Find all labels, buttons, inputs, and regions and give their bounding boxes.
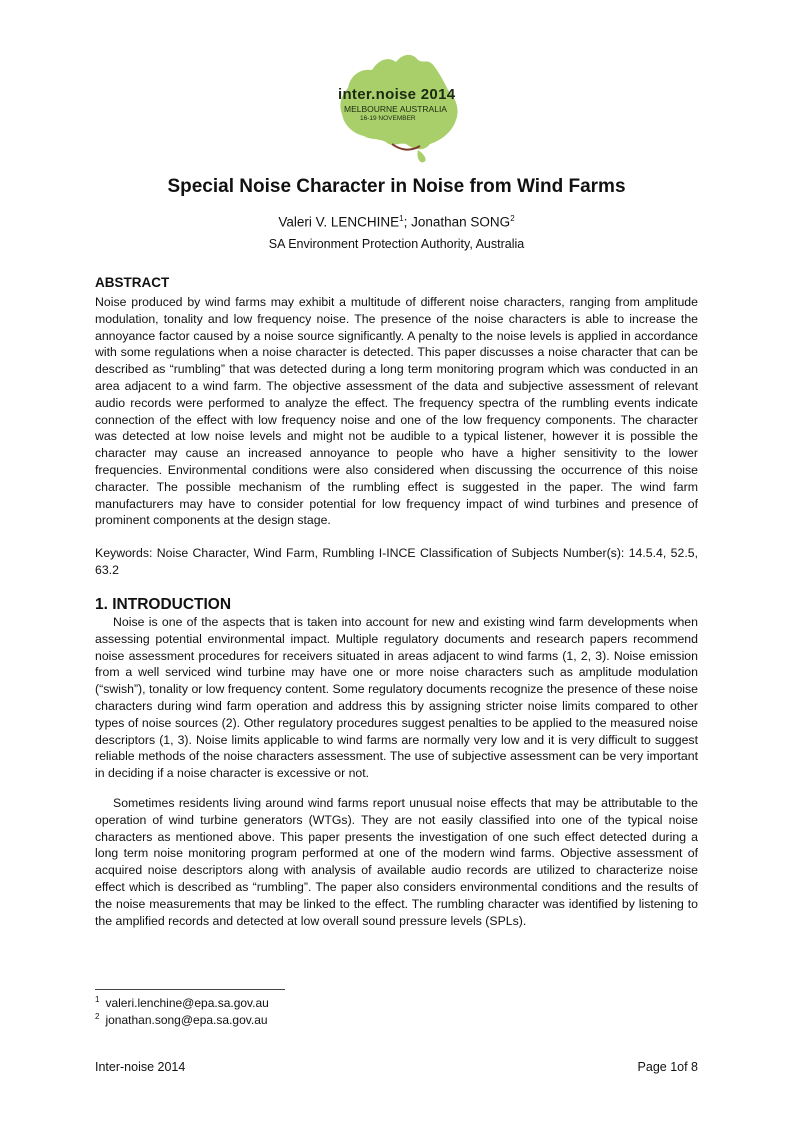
footnote-2 [95, 1012, 268, 1027]
conference-logo [326, 46, 466, 164]
abstract-text: Noise produced by wind farms may exhibit a multitude of different noise characters, ranging from amplitude modulation, tonality and low frequency noise. The presence of the noise characters is able to increase the annoyance factor caused by a noise source significantly. A penalty to the noise levels is applied in accordance with some regulations when a noise character is detected. This paper discusses a noise character that can be described as “rumbling” that was detected during a long term monitoring program which was conducted in an area adjacent to a wind farm. The objective assessment of the data and subjective assessment of relevant audio records were performed to analyze the effect. The frequency spectra of the rumbling events indicate connection of the effect with low frequency noise and one of the low frequency components. The character was detected at low noise levels and might not be audible to a typical listener, however it is possible the character may cause an increased annoyance to people who have a higher sensitivity to the lower frequencies. Environmental conditions were also considered when discussing the occurrence of this noise character. The possible mechanism of the rumbling effect is suggested in the paper. The wind farm manufacturers may have to consider potential for low frequency impact of wind turbines and presence of prominent components at the design stage. [95, 295, 698, 528]
logo-dates: 16-19 NOVEMBER [360, 115, 416, 122]
footnote-divider [95, 989, 285, 990]
affiliation: SA Environment Protection Authority, Australia [268, 237, 525, 251]
keywords: Keywords: Noise Character, Wind Farm, Rumbling I-INCE Classification of Subjects Number(s): 14.5.4, 52.5, 63.2 [95, 546, 698, 577]
footnote-2-email: jonathan.song@epa.sa.gov.au [105, 1013, 268, 1027]
author-separator: ; [403, 214, 412, 230]
introduction-paragraph-2: Sometimes residents living around wind farms report unusual noise effects that may be attributable to the operation of wind turbine generators (WTGs). They are not easily classified into one of the typical noise characters as mentioned above. This paper presents the investigation of one such effect detected during a long term noise monitoring program performed at one of the modern wind farms. Objective assessment of acquired noise descriptors along with analysis of available audio records are utilized to characterize noise effect which is described as “rumbling”. The paper also considers environmental conditions and the results of the noise measurements that may be linked to the effect. The rumbling character was identified by listening to the amplified records and detected at low overall sound pressure levels (SPLs). [95, 796, 698, 928]
author-1-footnote-mark: 1 [399, 214, 404, 223]
footer-conference: Inter-noise 2014 [95, 1060, 186, 1074]
logo-title: inter.noise 2014 [338, 86, 456, 103]
section-heading-introduction: 1. INTRODUCTION [95, 596, 232, 613]
authors-line [0, 214, 793, 230]
introduction-paragraph-1: Noise is one of the aspects that is taken into account for new and existing wind farm developments when assessing potential environmental impact. Multiple regulatory documents and research papers recommend noise assessment procedures for receivers situated in areas adjacent to wind farms (1, 2, 3). Noise emission from a well serviced wind turbine may have one or more noise characters such as amplitude modulation (“swish”), tonality or low frequency content. Some regulatory documents recognize the presence of these noise characters during wind farm operation and address this by assigning stricter noise limits compared to other types of noise sources (2). Other regulatory procedures suggest penalties to be applied to the measured noise descriptors (1, 3). Noise limits applicable to wind farms are normally very low and it is very difficult to suggest reliable methods of the noise characters assessment. The use of subjective assessment can be very important in deciding if a noise character is excessive or not. [95, 615, 698, 781]
footnote-1-email: valeri.lenchine@epa.sa.gov.au [105, 996, 269, 1010]
footnote-1 [95, 995, 269, 1010]
abstract-heading: ABSTRACT [95, 275, 170, 290]
footer-page-number: Page 1of 8 [637, 1060, 698, 1074]
footnote-1-mark: 1 [95, 995, 100, 1004]
logo-location: MELBOURNE AUSTRALIA [344, 104, 447, 114]
author-2-footnote-mark: 2 [510, 214, 515, 223]
author-1: Valeri V. LENCHINE [278, 214, 400, 230]
footnote-2-mark: 2 [95, 1012, 100, 1021]
author-2: Jonathan SONG [411, 214, 511, 230]
paper-title: Special Noise Character in Noise from Wind Farms [167, 176, 626, 197]
